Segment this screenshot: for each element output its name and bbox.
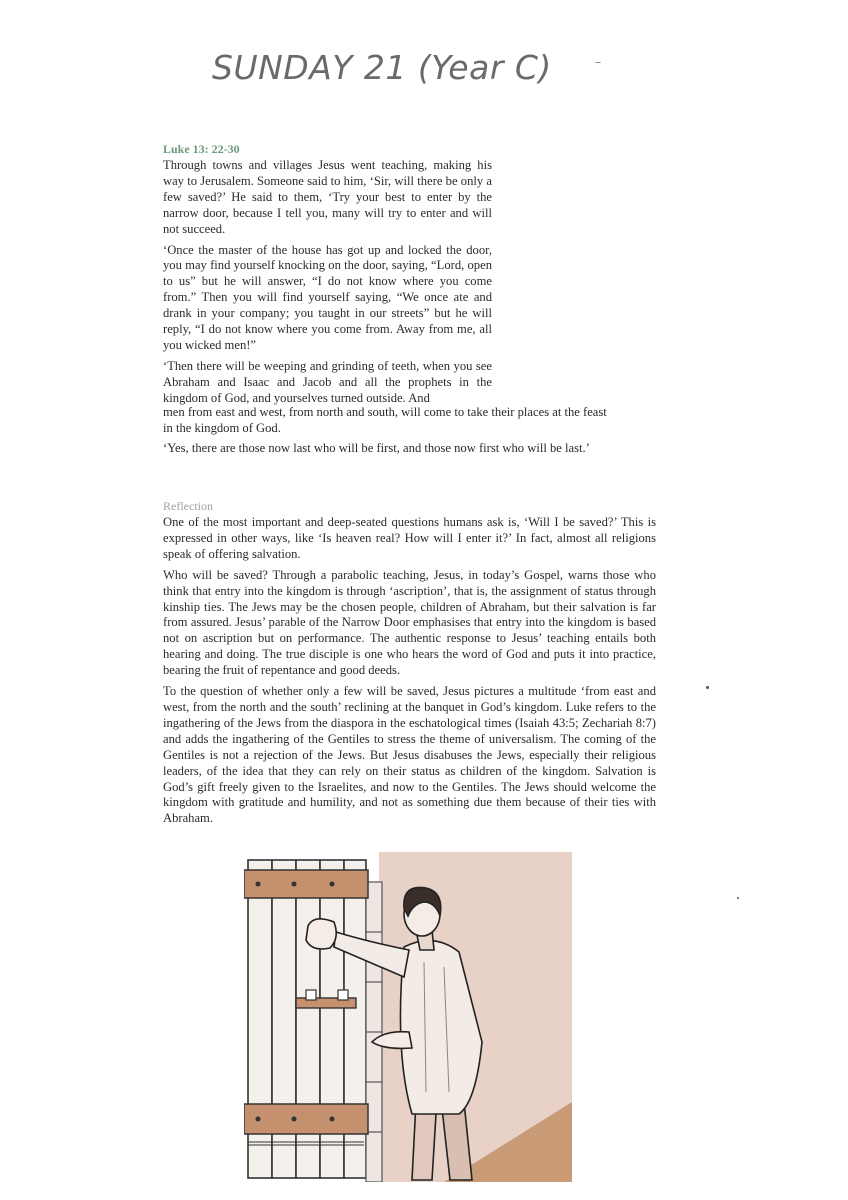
door-knocking-illustration <box>244 852 572 1182</box>
gospel-line-last: ‘Yes, there are those now last who will be first, and those now first who will be last.’ <box>163 441 590 455</box>
gospel-line-men: men from east and west, from north and south, will come to take their places at the feast <box>163 405 607 419</box>
reflection-heading: Reflection <box>163 499 213 513</box>
gospel-line-kingdom: in the kingdom of God. <box>163 421 281 435</box>
gospel-paragraph: Through towns and villages Jesus went teaching, making his way to Jerusalem. Someone said to him, ‘Sir, will there be only a few saved?’ He said to them, ‘Try your best to enter by the narrow door, because I tell you, many will try to enter and will not succeed. <box>163 158 492 236</box>
scan-speck <box>595 62 601 63</box>
scan-speck <box>737 897 739 899</box>
gospel-paragraph: ‘Once the master of the house has got up and locked the door, you may find yourself knocking on the door, saying, “Lord, open to us” but he will answer, “I do not know where you come from.” Then you will find yourself saying, “We once ate and drank in your company; you taught in our streets” but he will reply, “I do not know where you come from. Away from me, all you wicked men!” <box>163 242 492 352</box>
reflection-text <box>163 515 656 832</box>
reflection-paragraph: One of the most important and deep-seated questions humans ask is, ‘Will I be saved?’ This is expressed in other ways, like ‘Is heaven real? How will I enter it?’ In fact, almost all religions speak of offering salvation. <box>163 515 656 561</box>
reflection-paragraph: Who will be saved? Through a parabolic teaching, Jesus, in today’s Gospel, warns those who think that entry into the kingdom is through ‘ascription’, that is, the assignment of status through kinship ties. The Jews may be the chosen people, children of Abraham, but their salvation is far from assured. Jesus’ parable of the Narrow Door emphasises that entry into the kingdom is based not on ascription but on performance. The authentic response to Jesus’ teaching entails both hearing and doing. The true disciple is one who hears the word of God and puts it into practice, bearing the fruit of repentance and good deeds. <box>163 567 656 678</box>
gospel-paragraph: ‘Then there will be weeping and grinding of teeth, when you see Abraham and Isaac and Jacob and all the prophets in the kingdom of God, and yourselves turned outside. And <box>163 358 492 405</box>
scan-speck <box>706 686 709 689</box>
gospel-text <box>163 158 492 412</box>
page-title: SUNDAY 21 (Year C) <box>212 48 552 87</box>
scripture-reference: Luke 13: 22-30 <box>163 142 240 156</box>
reflection-paragraph: To the question of whether only a few will be saved, Jesus pictures a multitude ‘from east and west, from the north and the south’ reclining at the banquet in God’s kingdom. Luke refers to the ingathering of the Jews from the diaspora in the eschatological times (Isaiah 43:5; Zechariah 8:7) and adds the ingathering of the Gentiles to stress the theme of universalism. The coming of the Gentiles is not a rejection of the Jews. But Jesus disabuses the Jews, especially their religious leaders, of the idea that they can rely on their status as children of the kingdom. Salvation is God’s gift freely given to the Israelites, and now to the Gentiles. The Jews should welcome the kingdom with gratitude and humility, and not as something due them because of their ties with Abraham. <box>163 684 656 826</box>
